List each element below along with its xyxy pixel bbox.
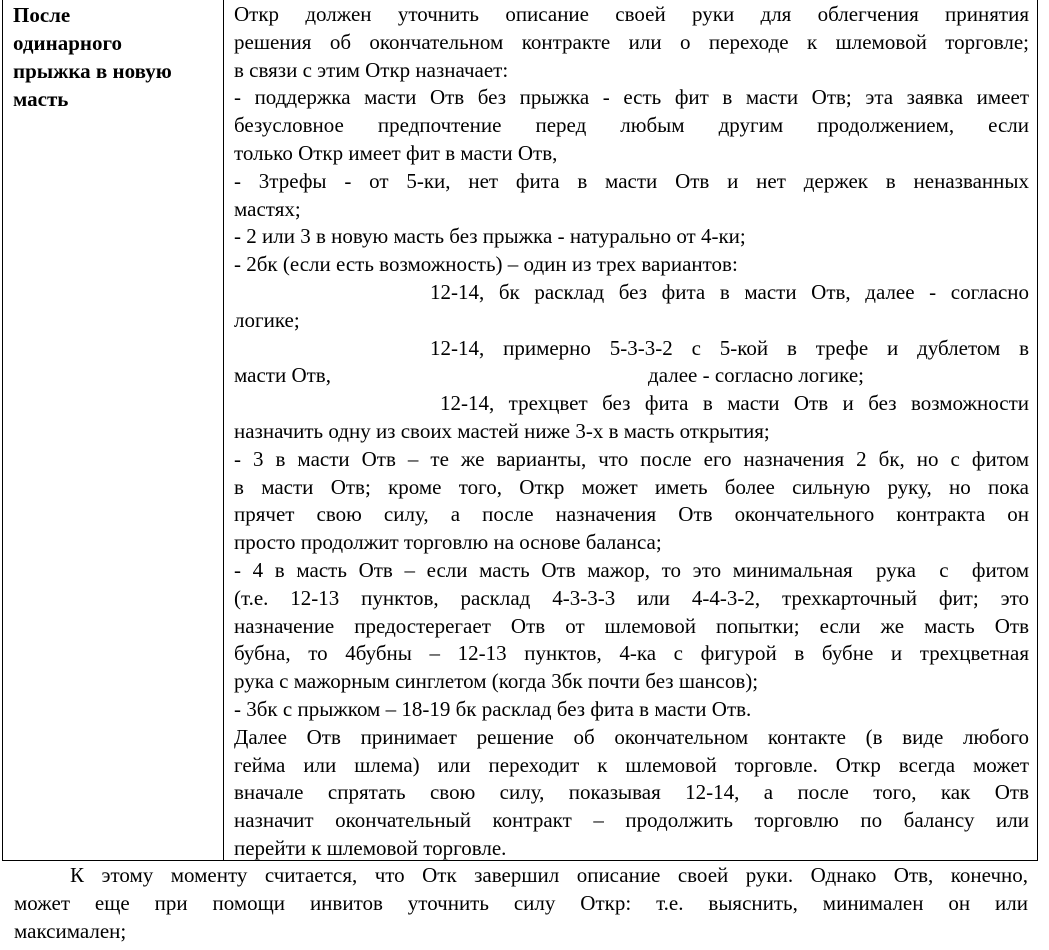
description-line: - 3трефы - от 5-ки, нет фита в масти Отв и нет держек в неназванных bbox=[234, 168, 1029, 193]
description-line: далее - согласно логике; bbox=[648, 363, 864, 388]
description-line: 12-14, бк расклад без фита в масти Отв, далее - согласно bbox=[430, 279, 1029, 304]
description-line: прячет свою силу, а после назначения Отв окончательного контракта он bbox=[234, 502, 1029, 527]
description-line: - 3бк с прыжком – 18-19 бк расклад без фита в масти Отв. bbox=[234, 696, 752, 721]
description-line: просто продолжит торговлю на основе баланса; bbox=[234, 530, 662, 555]
description-line: логике; bbox=[234, 307, 300, 332]
description-line: перейти к шлемовой торговле. bbox=[234, 835, 507, 860]
paragraph-line: максимален; bbox=[14, 918, 127, 943]
description-line: 12-14, трехцвет без фита в масти Отв и без возможности bbox=[440, 391, 1029, 416]
body-paragraph bbox=[14, 862, 1028, 945]
description-line: - 2бк (если есть возможность) – один из трех вариантов: bbox=[234, 252, 738, 277]
description-line: Далее Отв принимает решение об окончательном контакте (в виде любого bbox=[234, 724, 1029, 749]
description-line: в масти Отв; кроме того, Откр может иметь более сильную руку, но пока bbox=[234, 474, 1029, 499]
paragraph-line: К этому моменту считается, что Отк завершил описание своей руки. Однако Отв, конечно, bbox=[70, 863, 1028, 887]
situation-line: одинарного bbox=[13, 31, 123, 55]
description-line: Откр должен уточнить описание своей руки для облегчения принятия bbox=[234, 2, 1029, 26]
description-line: масти Отв, bbox=[234, 363, 331, 388]
description-line: - поддержка масти Отв без прыжка - есть фит в масти Отв; эта заявка имеет bbox=[234, 85, 1029, 110]
description-line: 12-14, примерно 5-3-3-2 с 5-кой в трефе и дублетом в bbox=[430, 335, 1029, 360]
description-line: - 3 в масти Отв – те же варианты, что после его назначения 2 бк, но с фитом bbox=[234, 446, 1029, 471]
description-line: - 4 в масть Отв – если масть Отв мажор, то это минимальная рука с фитом bbox=[234, 557, 1029, 582]
description-cell bbox=[224, 0, 1037, 860]
situation-line: После bbox=[13, 3, 71, 27]
description-line-split bbox=[234, 362, 1029, 390]
description-line: гейма или шлема) или переходит к шлемовой торговле. Откр всегда может bbox=[234, 752, 1029, 777]
description-line: - 2 или 3 в новую масть без прыжка - натурально от 4-ки; bbox=[234, 224, 746, 249]
description-line: вначале спрятать свою силу, показывая 12-14, а после того, как Отв bbox=[234, 780, 1029, 805]
description-line: безусловное предпочтение перед любым другим продолжением, если bbox=[234, 113, 1029, 138]
description-line: (т.е. 12-13 пунктов, расклад 4-3-3-3 или 4-4-3-2, трехкарточный фит; это bbox=[234, 585, 1029, 610]
description-line: в связи с этим Откр назначает: bbox=[234, 57, 509, 82]
situation-cell bbox=[3, 0, 224, 860]
situation-line: прыжка в новую bbox=[13, 59, 172, 83]
description-line: мастях; bbox=[234, 196, 301, 221]
description-line: назначить одну из своих мастей ниже 3-х в масть открытия; bbox=[234, 418, 770, 443]
description-line: только Откр имеет фит в масти Отв, bbox=[234, 140, 558, 165]
description-line: бубна, то 4бубны – 12-13 пунктов, 4-ка с фигурой в бубне и трехцветная bbox=[234, 641, 1029, 666]
description-line: рука с мажорным синглетом (когда 3бк почти без шансов); bbox=[234, 669, 759, 694]
description-line: решения об окончательном контракте или о переходе к шлемовой торговле; bbox=[234, 29, 1029, 54]
description-line: назначит окончательный контракт – продолжить торговлю по балансу или bbox=[234, 808, 1029, 833]
description-line: назначение предостерегает Отв от шлемовой попытки; если же масть Отв bbox=[234, 613, 1029, 638]
situation-line: масть bbox=[13, 87, 69, 111]
paragraph-line: может еще при помощи инвитов уточнить силу Откр: т.е. выяснить, минимален он или bbox=[14, 890, 1028, 915]
bidding-table bbox=[2, 0, 1038, 861]
